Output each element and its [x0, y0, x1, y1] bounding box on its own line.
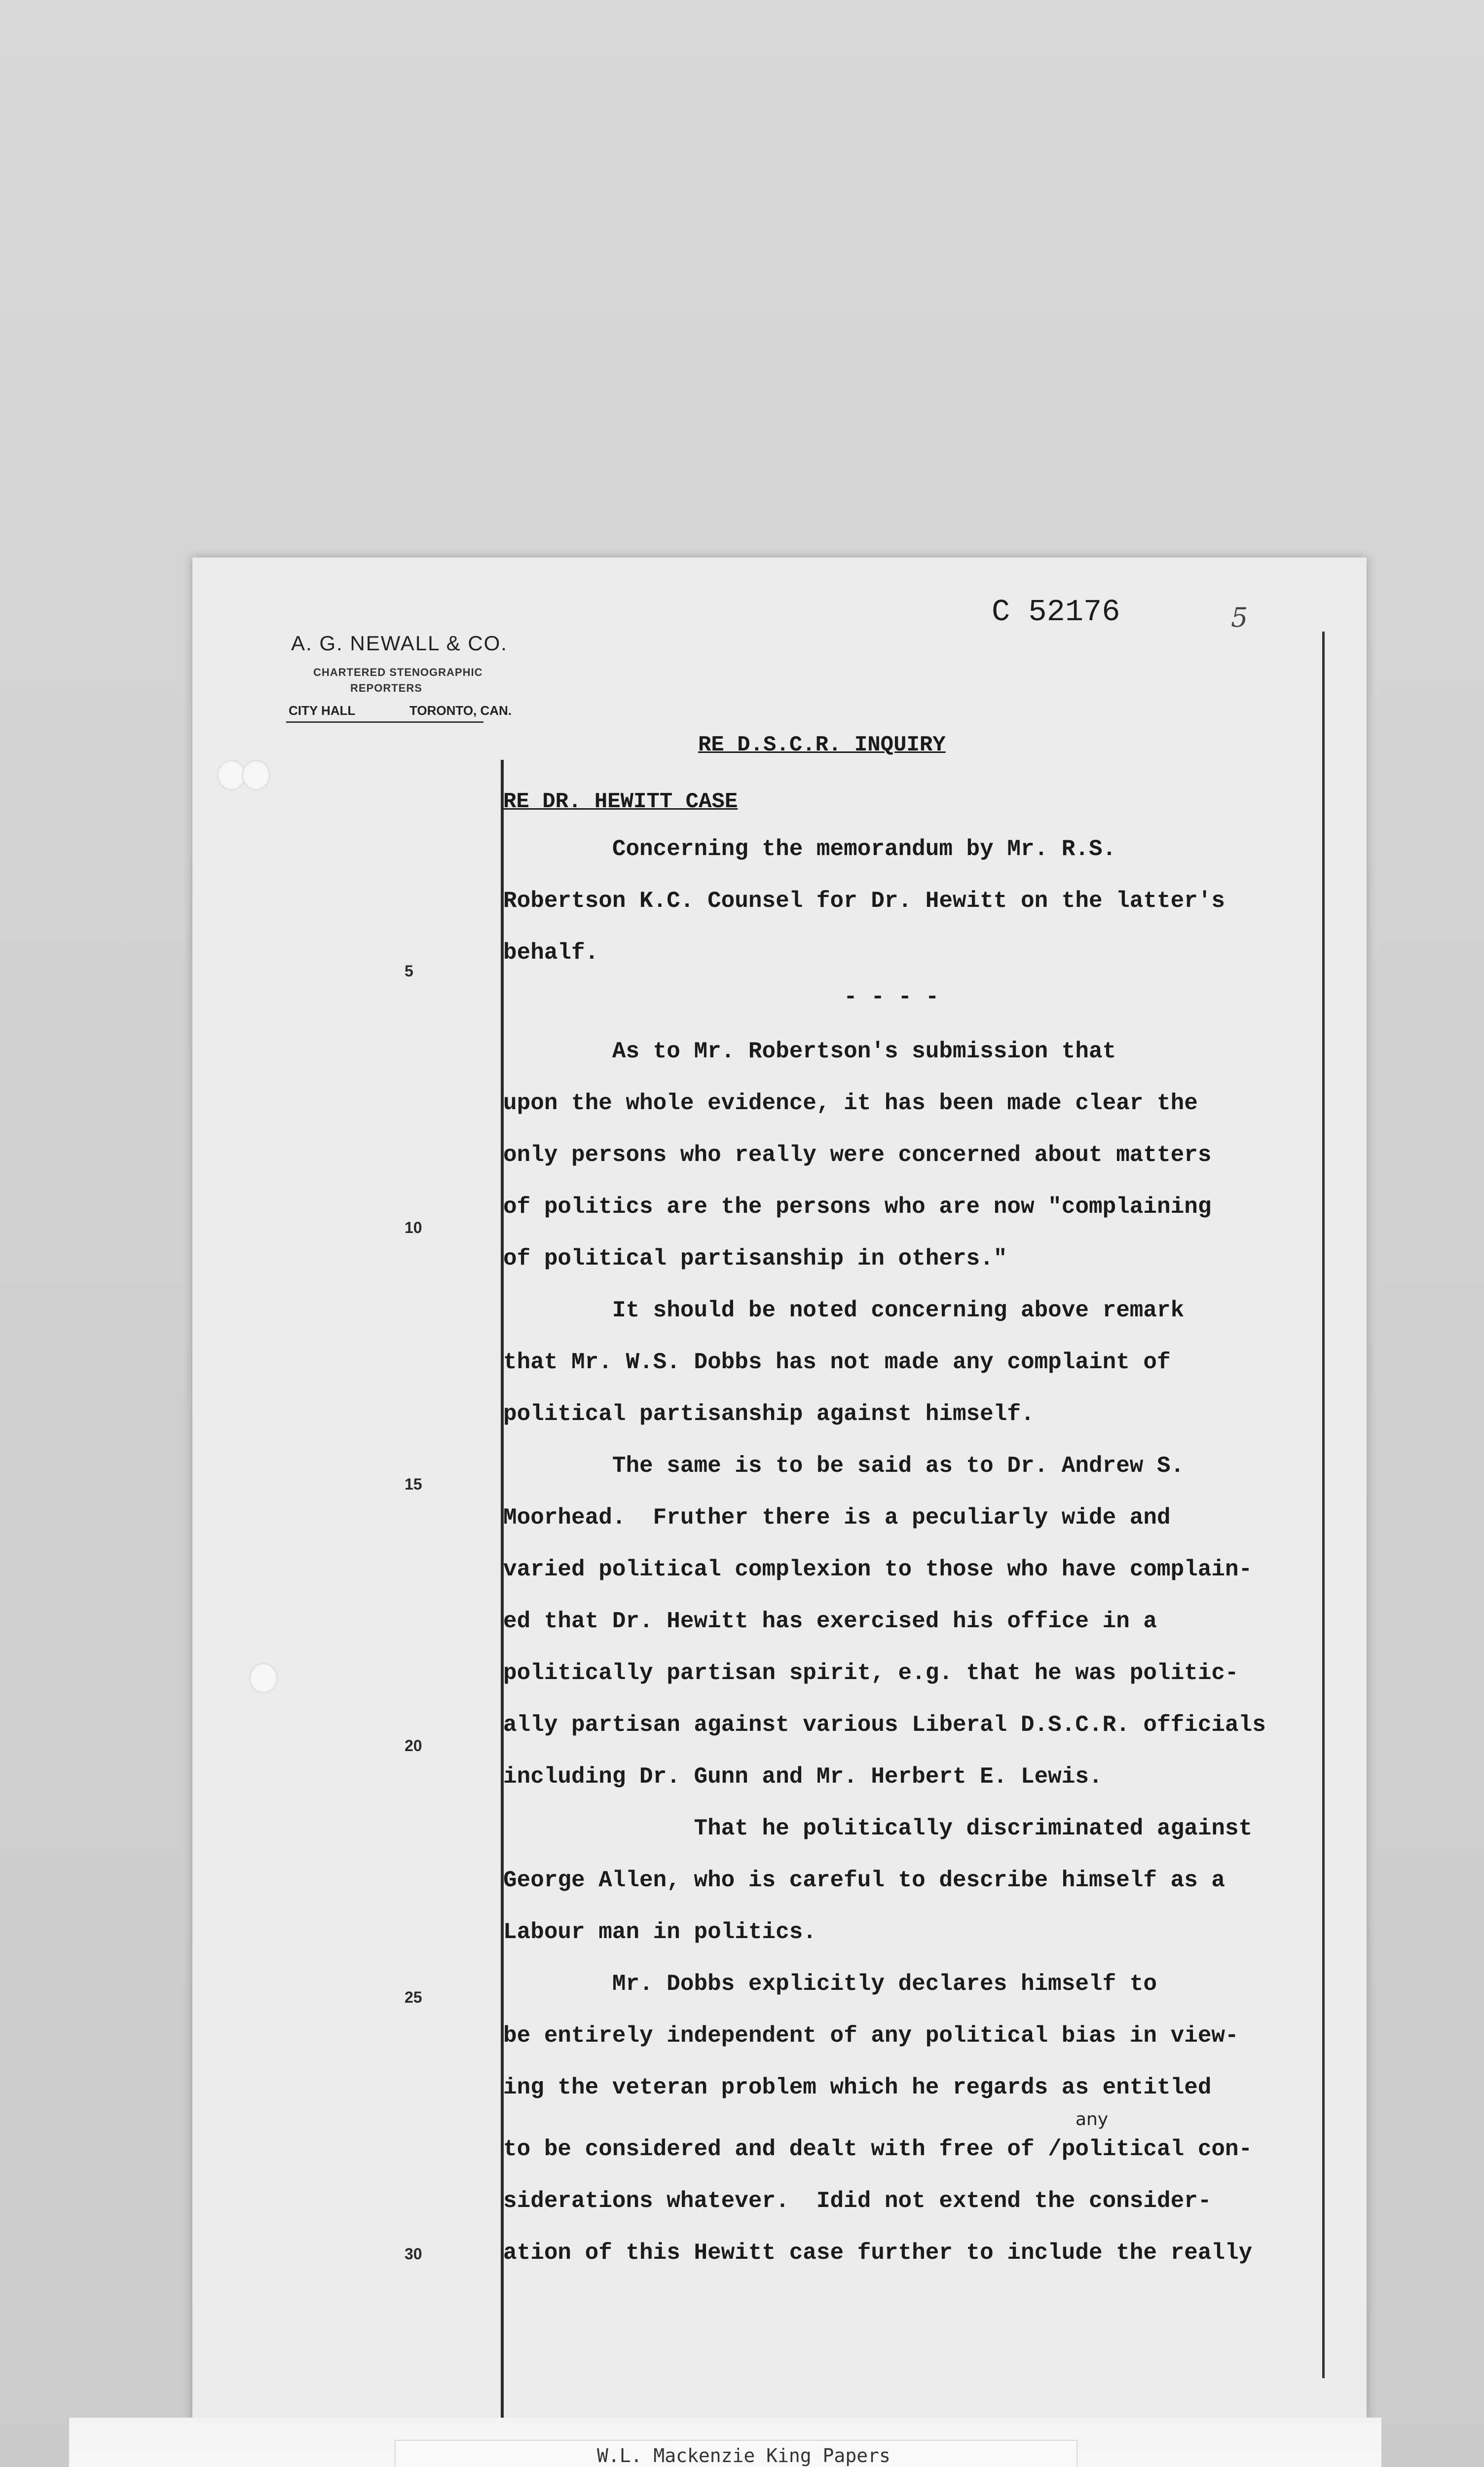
- collection-name: W.L. Mackenzie King Papers: [597, 2445, 890, 2467]
- document-page: [192, 558, 1367, 2420]
- text-line: siderations whatever. Idid not extend the consider-: [503, 2188, 1212, 2214]
- punch-hole: [249, 1663, 278, 1693]
- text-line: behalf.: [503, 940, 599, 966]
- document-number: C 52176: [992, 595, 1120, 630]
- text-line: As to Mr. Robertson's submission that: [503, 1039, 1116, 1064]
- text-line: ation of this Hewitt case further to include the really: [503, 2240, 1253, 2266]
- text-line: Labour man in politics.: [503, 1919, 816, 1945]
- text-line: of politics are the persons who are now "complaining: [503, 1194, 1212, 1220]
- letterhead-rule: [286, 721, 483, 723]
- text-line: be entirely independent of any political bias in view-: [503, 2023, 1239, 2049]
- line-number: 5: [405, 962, 413, 980]
- text-line: Mr. Dobbs explicitly declares himself to: [503, 1971, 1157, 1997]
- letterhead-firm: A. G. NEWALL & CO.: [291, 632, 508, 655]
- document-subtitle: RE DR. HEWITT CASE: [503, 789, 738, 814]
- text-line: That he politically discriminated against: [503, 1816, 1253, 1841]
- text-line: only persons who really were concerned about matters: [503, 1142, 1212, 1168]
- line-number: 25: [405, 1988, 422, 2006]
- text-line: varied political complexion to those who have complain-: [503, 1557, 1253, 1582]
- text-line: ed that Dr. Hewitt has exercised his office in a: [503, 1608, 1157, 1634]
- line-number: 15: [405, 1475, 422, 1493]
- text-line: of political partisanship in others.": [503, 1246, 1007, 1271]
- letterhead-line2: REPORTERS: [350, 682, 422, 694]
- punch-hole: [242, 760, 270, 790]
- line-number: 20: [405, 1737, 422, 1755]
- page-number: 5: [1231, 602, 1248, 633]
- text-line: including Dr. Gunn and Mr. Herbert E. Lewis.: [503, 1764, 1103, 1790]
- text-line: George Allen, who is careful to describe himself as a: [503, 1868, 1225, 1893]
- text-line: to be considered and dealt with free of /political con-: [503, 2136, 1253, 2162]
- line-number: 10: [405, 1219, 422, 1236]
- line-number: 30: [405, 2245, 422, 2263]
- letterhead-line1: CHARTERED STENOGRAPHIC: [313, 666, 483, 678]
- text-line: Robertson K.C. Counsel for Dr. Hewitt on the latter's: [503, 888, 1225, 914]
- text-line: that Mr. W.S. Dobbs has not made any complaint of: [503, 1349, 1171, 1375]
- text-line: ally partisan against various Liberal D.S.C.R. officials: [503, 1712, 1266, 1738]
- document-title: RE D.S.C.R. INQUIRY: [698, 733, 946, 757]
- text-line: upon the whole evidence, it has been made clear the: [503, 1090, 1198, 1116]
- text-line: political partisanship against himself.: [503, 1401, 1035, 1427]
- text-line: It should be noted concerning above remark: [503, 1298, 1185, 1323]
- text-line: politically partisan spirit, e.g. that he was politic-: [503, 1660, 1239, 1686]
- text-line: ing the veteran problem which he regards as entitled: [503, 2075, 1212, 2100]
- letterhead-location: TORONTO, CAN.: [409, 703, 512, 718]
- text-line: Moorhead. Fruther there is a peculiarly wide and: [503, 1505, 1171, 1531]
- text-line: Concerning the memorandum by Mr. R.S.: [503, 836, 1116, 862]
- handwritten-insertion: any: [1076, 2109, 1109, 2130]
- text-line: The same is to be said as to Dr. Andrew S.: [503, 1453, 1185, 1479]
- margin-rule-right: [1322, 632, 1325, 2378]
- separator-dashes: - - - -: [503, 984, 939, 1010]
- letterhead-city-hall: CITY HALL: [289, 703, 356, 718]
